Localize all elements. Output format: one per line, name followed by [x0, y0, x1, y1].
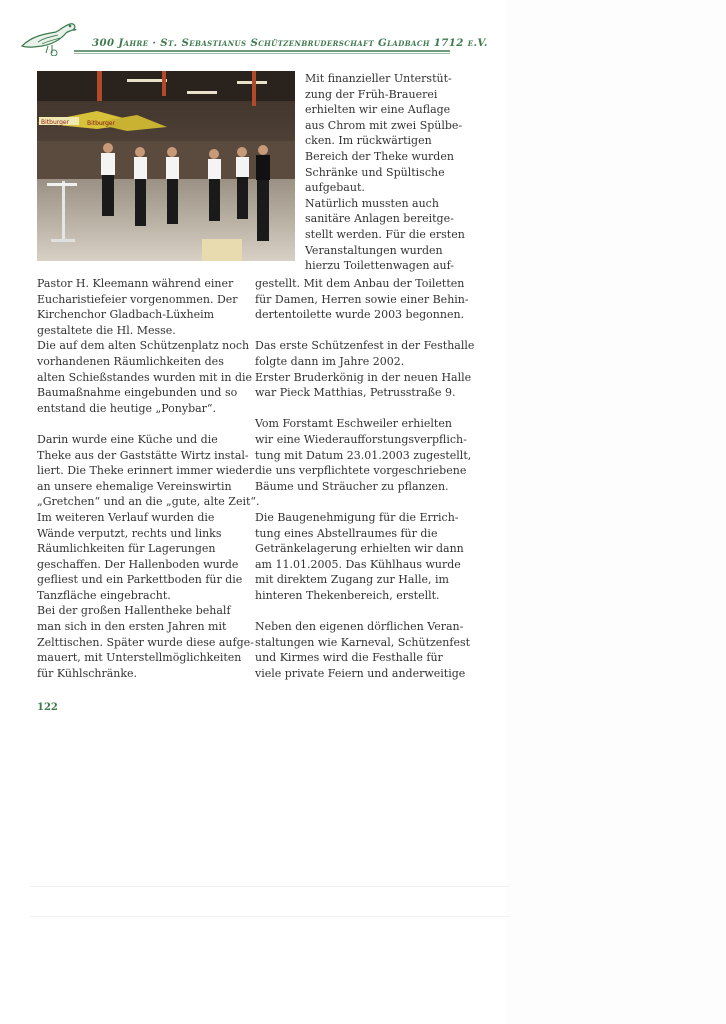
sign-text-1: Bitburger: [41, 119, 70, 126]
text-line: Das erste Schützenfest in der Festhalle: [255, 339, 475, 353]
text-line: Die Baugenehmigung für die Errich-: [255, 510, 459, 524]
text-line: [255, 494, 474, 510]
text-line: cken. Im rückwärtigen: [305, 134, 432, 148]
text-line: Bei der großen Hallentheke behalf: [37, 604, 231, 618]
page-margin-shade: [505, 0, 726, 1024]
text-line: mauert, mit Unterstellmöglichkeiten: [37, 651, 242, 665]
text-line: dertentoilette wurde 2003 begonnen.: [255, 308, 465, 322]
text-line: war Pieck Matthias, Petrusstraße 9.: [255, 386, 456, 400]
text-line: Bereich der Theke wurden: [305, 149, 454, 163]
text-line: staltungen wie Karneval, Schützenfest: [255, 635, 471, 649]
scan-artifact-line: [30, 916, 510, 917]
header-rule: [74, 50, 450, 52]
page-number: 122: [37, 702, 58, 713]
text-line: folgte dann im Jahre 2002.: [255, 354, 405, 368]
text-line: man sich in den ersten Jahren mit: [37, 620, 227, 634]
text-line: Schränke und Spültische: [305, 165, 445, 179]
text-line: „Gretchen“ und an die „gute, alte Zeit“.: [37, 495, 260, 509]
text-line: tung mit Datum 23.01.2003 zugestellt,: [255, 448, 472, 462]
text-line: die uns verpflichtete vorgeschriebene: [255, 464, 467, 478]
text-line: tung eines Abstellraumes für die: [255, 526, 438, 540]
left-column-text: [37, 276, 260, 681]
text-line: für Damen, Herren sowie einer Behin-: [255, 292, 469, 306]
text-line: an unsere ehemalige Vereinswirtin: [37, 479, 232, 493]
text-line: Getränkelagerung erhielten wir dann: [255, 542, 464, 556]
text-line: Darin wurde eine Küche und die: [37, 432, 218, 446]
text-line: Bäume und Sträucher zu pflanzen.: [255, 479, 449, 493]
text-line: vorhandenen Räumlichkeiten des: [37, 354, 224, 368]
parrot-logo-icon: [18, 16, 78, 56]
text-line: aufgebaut.: [305, 181, 365, 195]
text-line: Eucharistiefeier vorgenommen. Der: [37, 292, 238, 306]
text-line: alten Schießstandes wurden mit in die: [37, 370, 253, 384]
hall-photo: [37, 71, 295, 261]
scan-artifact-line: [30, 886, 510, 887]
text-line: Zelttischen. Später wurde diese aufge-: [37, 635, 254, 649]
text-line: Mit finanzieller Unterstüt-: [305, 72, 452, 85]
text-line: aus Chrom mit zwei Spülbe-: [305, 118, 463, 132]
text-line: Neben den eigenen dörflichen Veran-: [255, 620, 464, 634]
text-line: sanitäre Anlagen bereitge-: [305, 212, 454, 226]
text-line: liert. Die Theke erinnert immer wieder: [37, 464, 255, 478]
text-line: am 11.01.2005. Das Kühlhaus wurde: [255, 557, 461, 571]
text-line: und Kirmes wird die Festhalle für: [255, 651, 443, 665]
text-line: [255, 603, 474, 619]
text-line: [255, 401, 474, 417]
header-rule-thin: [74, 53, 450, 54]
text-line: Erster Bruderkönig in der neuen Halle: [255, 370, 472, 384]
header-title: 300 Jahre · St. Sebastianus Schützenbruderschaft Gladbach 1712 e.V.: [92, 37, 488, 49]
sign-text-2: Bitburger: [87, 120, 116, 127]
text-line: Veranstaltungen wurden: [305, 243, 443, 257]
right-column-text: [255, 276, 474, 681]
text-line: viele private Feiern und anderweitige: [255, 666, 466, 680]
text-line: entstand die heutige „Ponybar“.: [37, 401, 217, 415]
right-top-text: [305, 71, 465, 274]
text-line: gefliest und ein Parkettboden für die: [37, 573, 243, 587]
text-line: stellt werden. Für die ersten: [305, 227, 465, 241]
running-header: [18, 14, 488, 56]
text-line: [255, 323, 474, 339]
text-line: erhielten wir eine Auflage: [305, 103, 451, 117]
text-line: [37, 416, 260, 432]
text-line: Im weiteren Verlauf wurden die: [37, 510, 215, 524]
text-line: für Kühlschränke.: [37, 666, 138, 680]
text-line: Tanzfläche eingebracht.: [37, 588, 171, 602]
text-line: Räumlichkeiten für Lagerungen: [37, 542, 216, 556]
text-line: gestellt. Mit dem Anbau der Toiletten: [255, 277, 465, 290]
text-line: Theke aus der Gaststätte Wirtz instal-: [37, 448, 249, 462]
text-line: hinteren Thekenbereich, erstellt.: [255, 588, 440, 602]
text-line: Die auf dem alten Schützenplatz noch: [37, 339, 250, 353]
text-line: hierzu Toilettenwagen auf-: [305, 259, 454, 273]
text-line: wir eine Wiederaufforstungsverpflich-: [255, 432, 467, 446]
text-line: zung der Früh-Brauerei: [305, 87, 438, 101]
text-line: Natürlich mussten auch: [305, 196, 439, 210]
text-line: Vom Forstamt Eschweiler erhielten: [255, 417, 452, 431]
text-line: gestaltete die Hl. Messe.: [37, 323, 176, 337]
text-line: geschaffen. Der Hallenboden wurde: [37, 557, 239, 571]
text-line: Baumaßnahme eingebunden und so: [37, 386, 238, 400]
text-line: Wände verputzt, rechts und links: [37, 526, 222, 540]
text-line: Pastor H. Kleemann während einer: [37, 277, 234, 290]
text-line: mit direktem Zugang zur Halle, im: [255, 573, 449, 587]
text-line: Kirchenchor Gladbach-Lüxheim: [37, 308, 215, 322]
